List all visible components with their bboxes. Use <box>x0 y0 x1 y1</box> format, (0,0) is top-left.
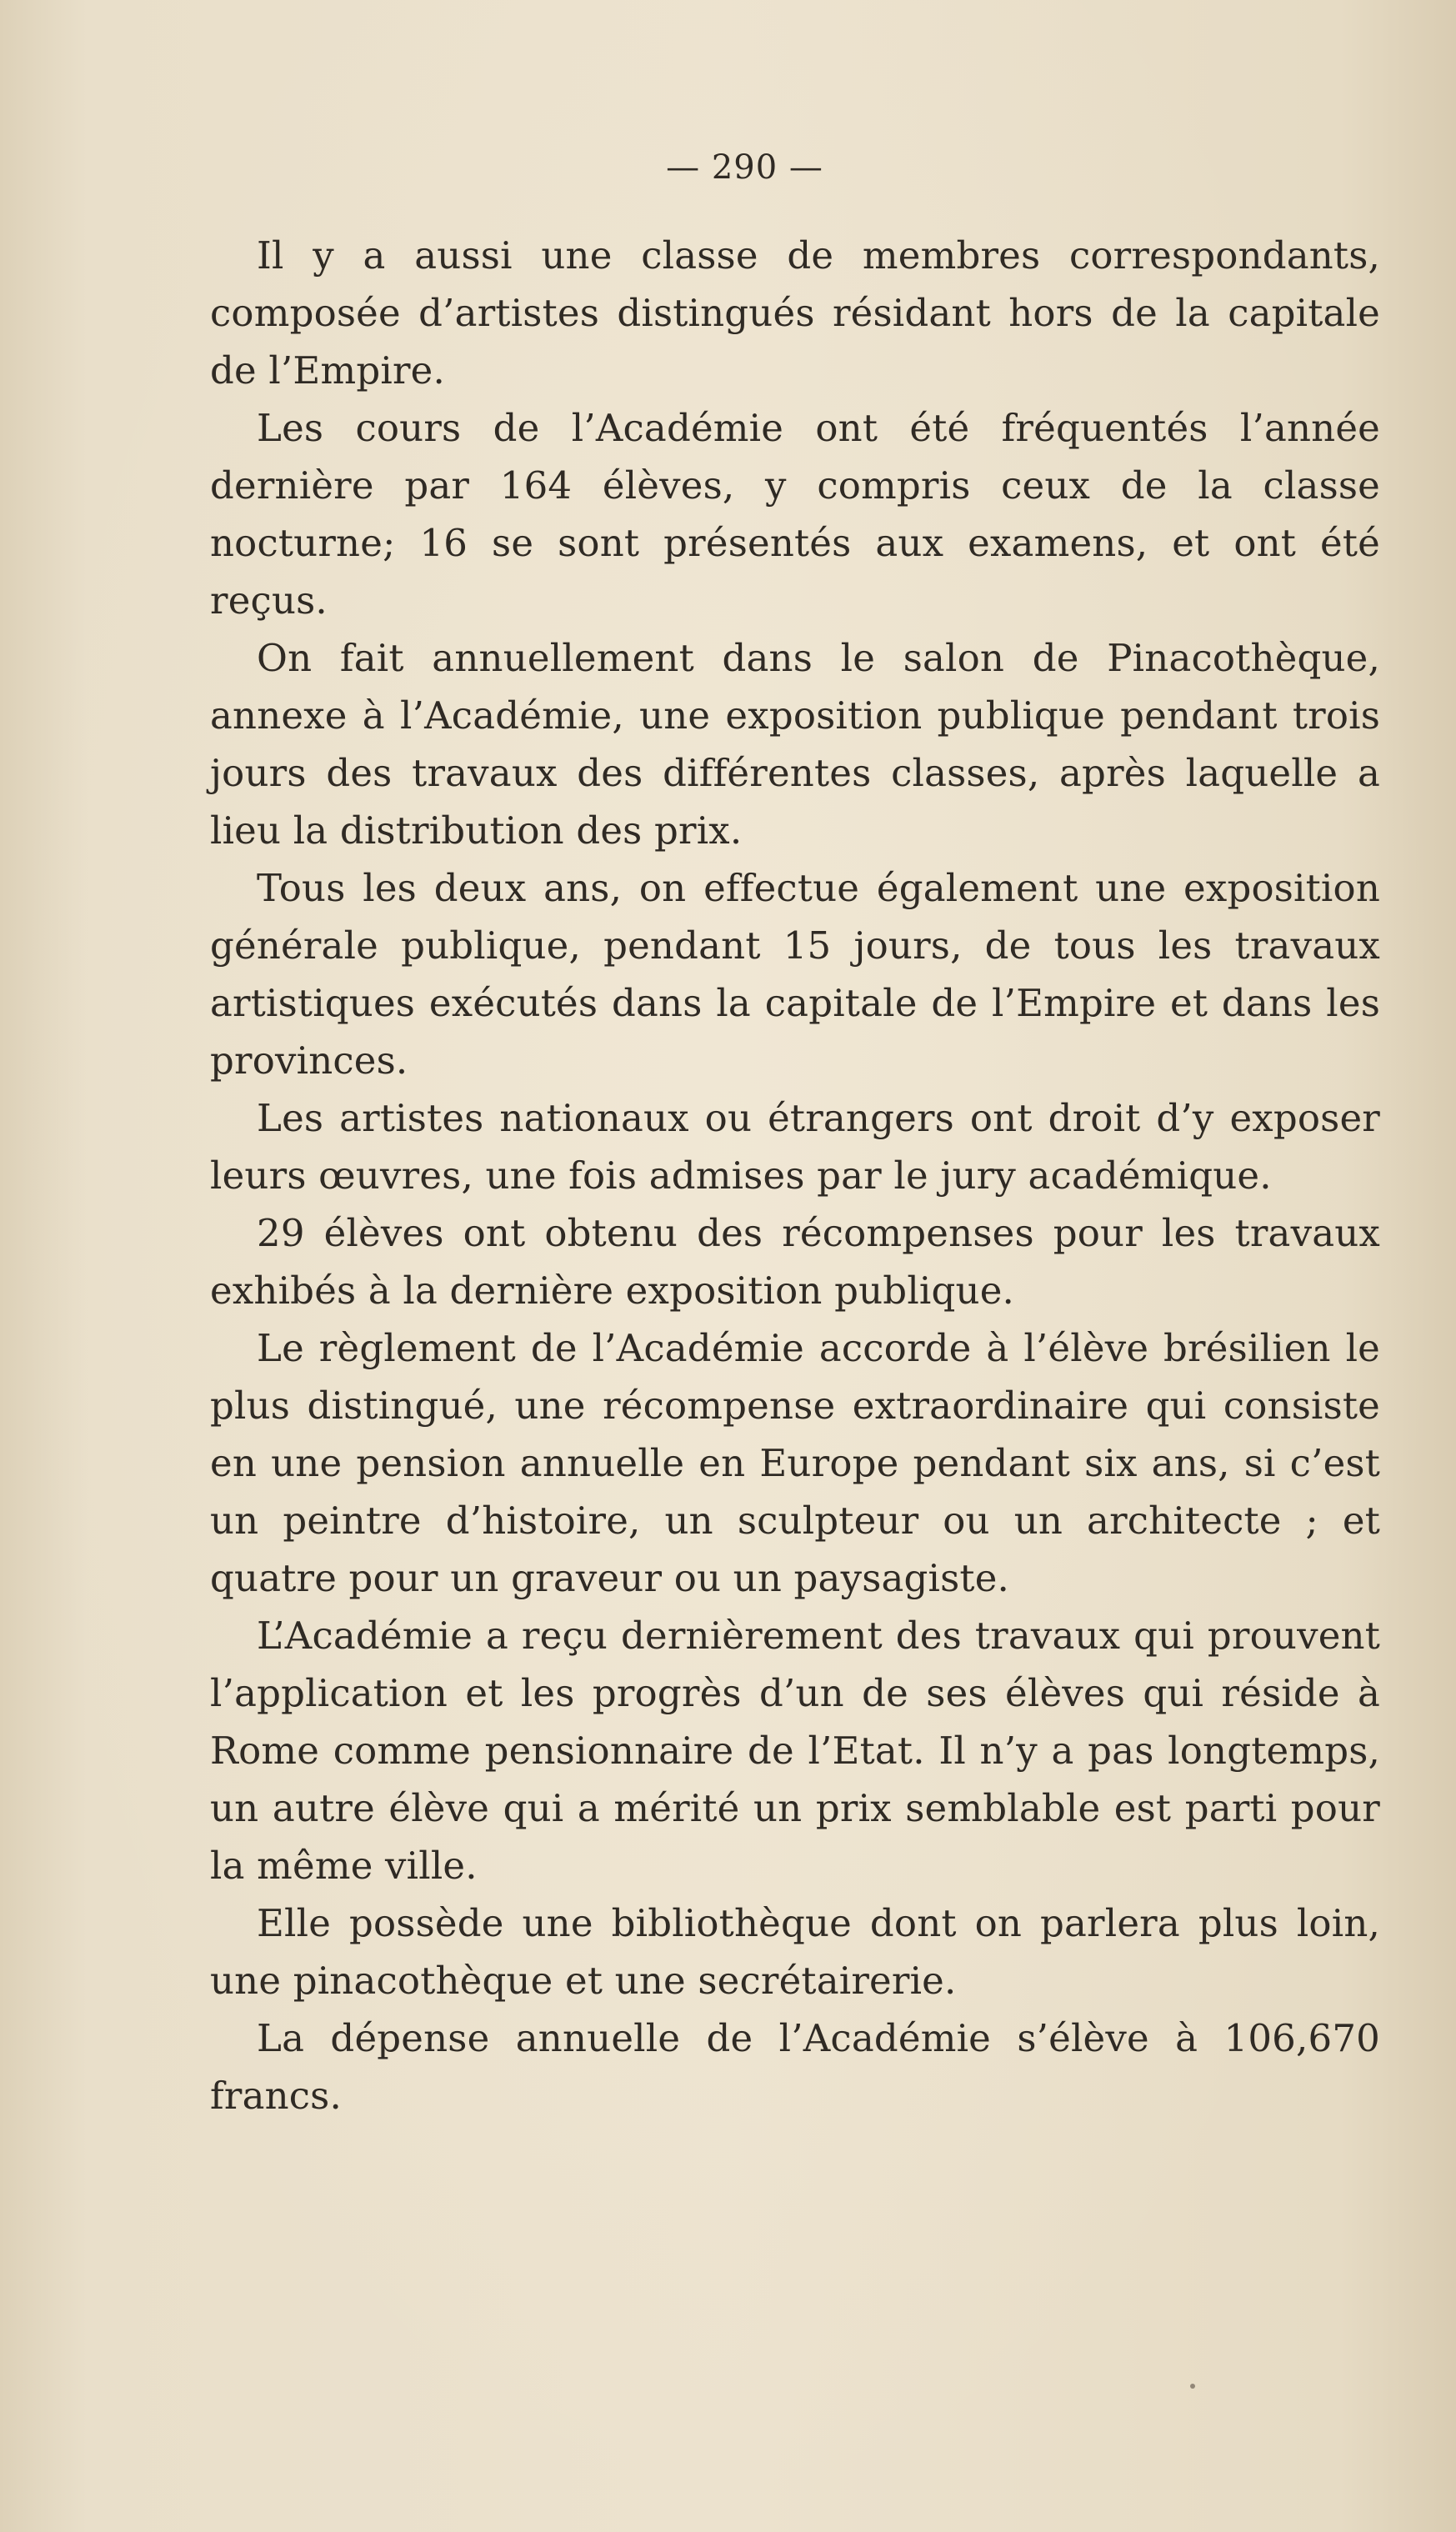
paragraph-annual-expense: La dépense annuelle de l’Académie s’élève à 106,670 francs. <box>210 2016 1380 2118</box>
paragraph-courses-attendance: Les cours de l’Académie ont été fréquentés l’année dernière par 164 élèves, y compris ceux de la classe nocturne; 16 se sont présentés aux examens, et ont été reçus. <box>210 406 1380 623</box>
paragraph-corresponding-members: Il y a aussi une classe de membres correspondants, composée d’artistes distingués résidant hors de la capitale de l’Empire. <box>210 233 1380 393</box>
paragraph-library: Elle possède une bibliothèque dont on parlera plus loin, une pinacothèque et une secrétairerie. <box>210 1901 1380 2003</box>
paragraph-regulation-pension: Le règlement de l’Académie accorde à l’élève brésilien le plus distingué, une récompense extraordinaire qui consiste en une pension annuelle en Europe pendant six ans, si c’est un peintre d’histoire, un sculpteur ou un architecte ; et quatre pour un graveur ou un paysagiste. <box>210 1326 1380 1600</box>
scan-speck <box>1190 2384 1195 2389</box>
page-number: — 290 — <box>666 148 823 187</box>
page-text <box>210 227 1380 2124</box>
paragraph-rome-pensioner: L’Académie a reçu dernièrement des travaux qui prouvent l’application et les progrès d’un de ses élèves qui réside à Rome comme pensionnaire de l’Etat. Il n’y a pas longtemps, un autre élève qui a mérité un prix semblable est parti pour la même ville. <box>210 1614 1380 1888</box>
paragraph-artists-right: Les artistes nationaux ou étrangers ont droit d’y exposer leurs œuvres, une fois admises par le jury académique. <box>210 1096 1380 1198</box>
paragraph-general-exhibition: Tous les deux ans, on effectue également une exposition générale publique, pendant 15 jours, de tous les travaux artistiques exécutés dans la capitale de l’Empire et dans les provinces. <box>210 866 1380 1083</box>
paragraph-annual-exhibition: On fait annuellement dans le salon de Pinacothèque, annexe à l’Académie, une exposition publique pendant trois jours des travaux des différentes classes, après laquelle a lieu la distribution des prix. <box>210 636 1380 853</box>
paragraph-student-awards: 29 élèves ont obtenu des récompenses pour les travaux exhibés à la dernière exposition publique. <box>210 1211 1380 1313</box>
